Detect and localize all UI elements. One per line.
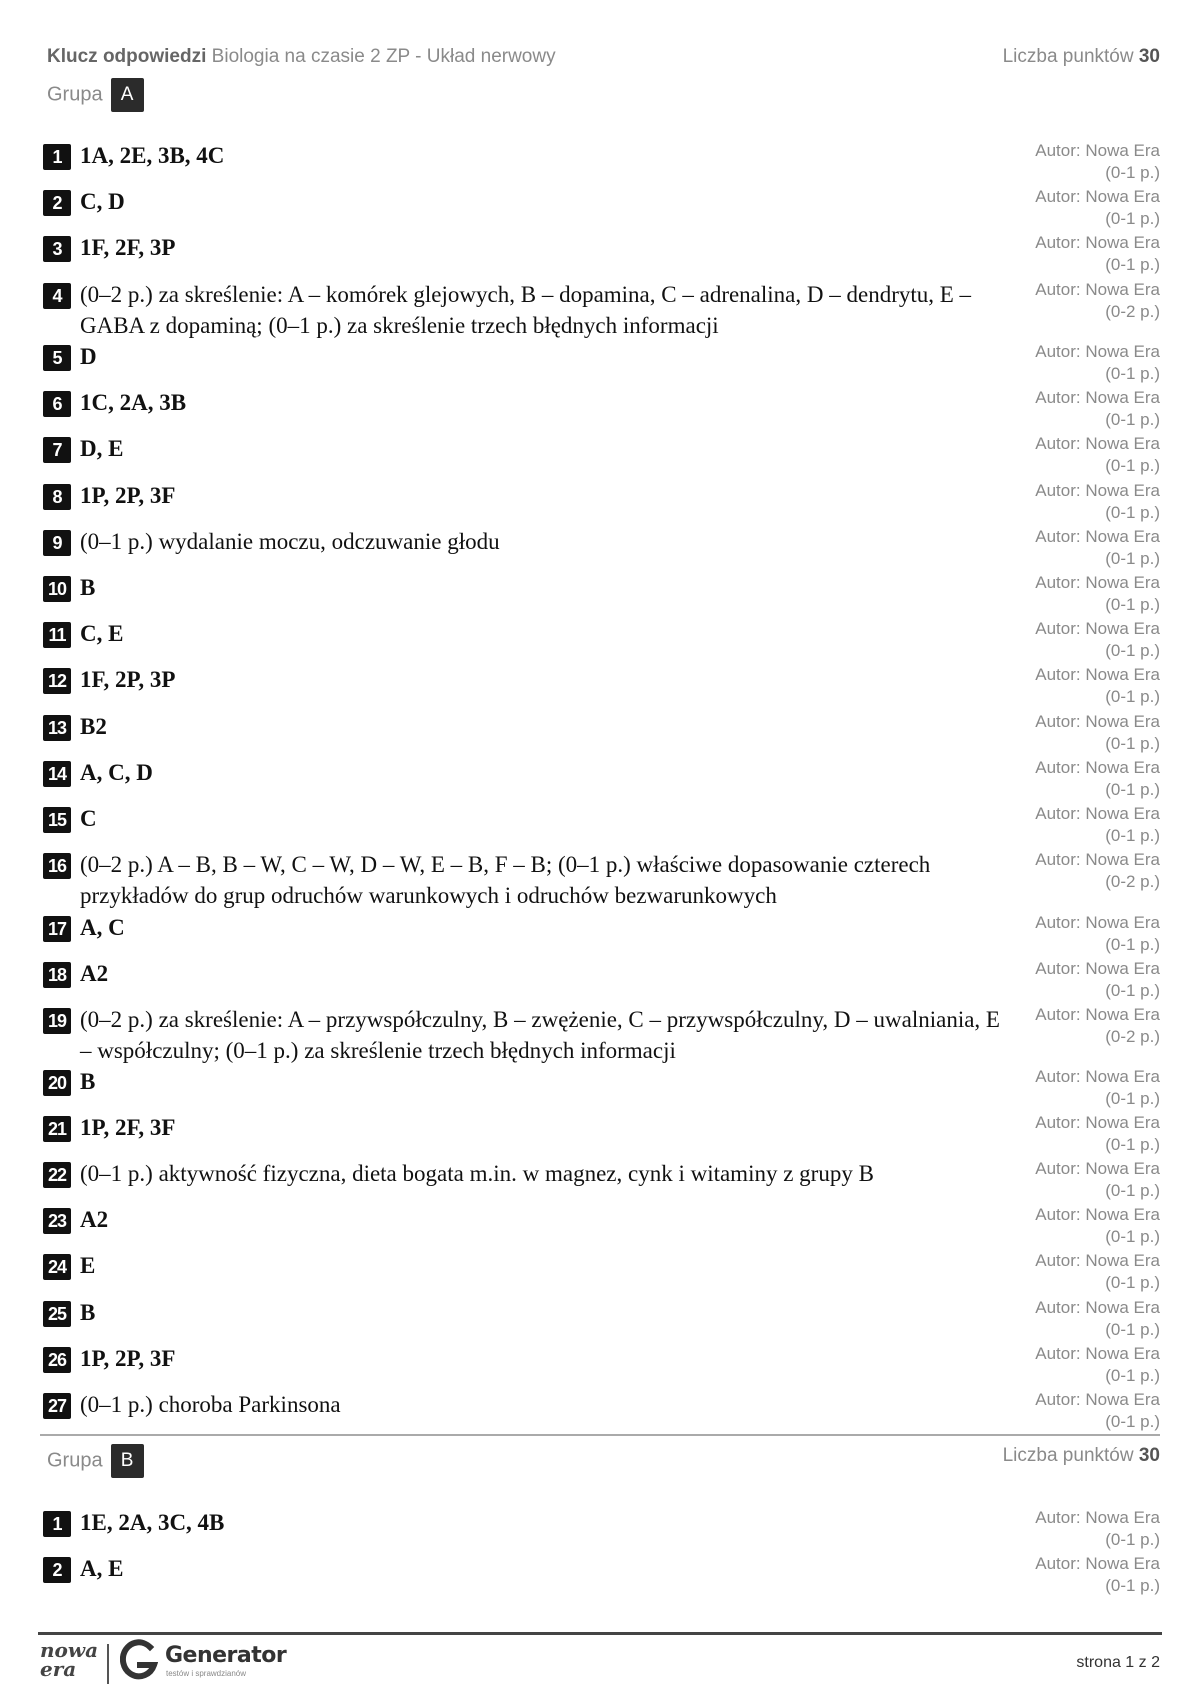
generator-logo-subtitle: testów i sprawdzianów [166,1669,247,1678]
question-number-badge: 7 [43,437,71,463]
points-range: (0-2 p.) [1105,302,1160,321]
answer-meta [1035,757,1160,801]
answer-text: (0–1 p.) wydalanie moczu, odczuwanie głodu [80,529,500,554]
question-number-badge: 20 [43,1070,71,1096]
answer-meta [1035,480,1160,524]
author-label: Autor: Nowa Era [1035,804,1160,823]
answer-text: 1P, 2P, 3F [80,1346,176,1371]
question-number-badge: 25 [43,1301,71,1327]
answer-text: (0–2 p.) A – B, B – W, C – W, D – W, E – B, F – B; (0–1 p.) właściwe dopasowanie czterech przykładów do grup odruchów warunkowych i odruchów bezwarunkowych [80,852,931,908]
answer-meta [1035,849,1160,893]
author-label: Autor: Nowa Era [1035,1251,1160,1270]
author-label: Autor: Nowa Era [1035,434,1160,453]
question-number-badge: 2 [43,190,71,216]
points-range: (0-1 p.) [1105,826,1160,845]
group-letter-badge: A [111,78,144,112]
question-number-badge: 16 [43,853,71,879]
answer-text: 1P, 2F, 3F [80,1115,176,1140]
points-range: (0-1 p.) [1105,1227,1160,1246]
points-range: (0-1 p.) [1105,595,1160,614]
question-number-badge: 26 [43,1347,71,1373]
question-number-badge: 5 [43,345,71,371]
question-number-badge: 1 [43,1511,71,1537]
points-range: (0-1 p.) [1105,1273,1160,1292]
question-number-badge: 1 [43,144,71,170]
question-number-badge: 4 [43,283,71,309]
answer-meta [1035,387,1160,431]
answer-text: E [80,1253,96,1278]
question-number-badge: 27 [43,1393,71,1419]
answer-meta [1035,341,1160,385]
author-label: Autor: Nowa Era [1035,573,1160,592]
group-letter-badge: B [111,1444,144,1478]
answer-text: (0–2 p.) za skreślenie: A – przywspółczulny, B – zwężenie, C – przywspółczulny, D – uwalniania, E – współczulny; (0–1 p.) za skreślenie trzech błędnych informacji [80,1007,1000,1063]
points-label: Liczba punktów [1002,46,1134,67]
author-label: Autor: Nowa Era [1035,850,1160,869]
author-label: Autor: Nowa Era [1035,187,1160,206]
header-title-bold: Klucz odpowiedzi [47,46,207,67]
answer-text: A2 [80,961,109,986]
points-range: (0-1 p.) [1105,1135,1160,1154]
answer-meta [1035,1343,1160,1387]
question-number-badge: 11 [43,622,71,648]
points-range: (0-1 p.) [1105,456,1160,475]
question-number-badge: 6 [43,391,71,417]
answer-meta [1035,1004,1160,1048]
points-range: (0-1 p.) [1105,549,1160,568]
answer-meta [1035,618,1160,662]
footer-divider [38,1632,1162,1635]
question-number-badge: 17 [43,916,71,942]
answer-text: 1F, 2F, 3P [80,235,176,260]
answer-text: B [80,575,96,600]
question-number-badge: 24 [43,1254,71,1280]
author-label: Autor: Nowa Era [1035,141,1160,160]
answer-meta [1035,711,1160,755]
author-label: Autor: Nowa Era [1035,280,1160,299]
answer-meta [1035,433,1160,477]
points-range: (0-1 p.) [1105,255,1160,274]
answer-meta [1035,912,1160,956]
question-number-badge: 3 [43,236,71,262]
question-number-badge: 14 [43,761,71,787]
points-range: (0-1 p.) [1105,981,1160,1000]
question-number-badge: 23 [43,1208,71,1234]
points-range: (0-1 p.) [1105,364,1160,383]
author-label: Autor: Nowa Era [1035,1067,1160,1086]
answer-text: 1P, 2P, 3F [80,483,176,508]
points-range: (0-1 p.) [1105,163,1160,182]
answer-meta [1035,1204,1160,1248]
author-label: Autor: Nowa Era [1035,665,1160,684]
header-title: Biologia na czasie 2 ZP - Układ nerwowy [211,46,556,67]
answer-text: C, D [80,189,125,214]
answer-text: A2 [80,1207,109,1232]
author-label: Autor: Nowa Era [1035,619,1160,638]
points-range: (0-1 p.) [1105,1366,1160,1385]
question-number-badge: 9 [43,530,71,556]
author-label: Autor: Nowa Era [1035,913,1160,932]
points-range: (0-1 p.) [1105,503,1160,522]
points-range: (0-1 p.) [1105,935,1160,954]
group-separator [40,1434,1160,1436]
author-label: Autor: Nowa Era [1035,1159,1160,1178]
points-range: (0-1 p.) [1105,1089,1160,1108]
group-label: Grupa [47,83,103,106]
points-range: (0-1 p.) [1105,1181,1160,1200]
answer-meta [1035,1297,1160,1341]
answer-meta [1035,1389,1160,1433]
answer-text: (0–1 p.) choroba Parkinsona [80,1392,341,1417]
answer-meta [1035,232,1160,276]
group-label: Grupa [47,1449,103,1472]
points-range: (0-1 p.) [1105,734,1160,753]
question-number-badge: 8 [43,484,71,510]
answer-meta [1035,526,1160,570]
author-label: Autor: Nowa Era [1035,1390,1160,1409]
answer-text: C, E [80,621,124,646]
answer-text: (0–2 p.) za skreślenie: A – komórek glejowych, B – dopamina, C – adrenalina, D – dendrytu, E – GABA z dopaminą; (0–1 p.) za skreślenie trzech błędnych informacji [80,282,972,338]
points-range: (0-1 p.) [1105,1530,1160,1549]
answer-text: C [80,806,97,831]
answer-meta [1035,1507,1160,1551]
points-range: (0-1 p.) [1105,410,1160,429]
author-label: Autor: Nowa Era [1035,342,1160,361]
answer-text: 1F, 2P, 3P [80,667,176,692]
document-header [47,46,1160,76]
points-range: (0-1 p.) [1105,1576,1160,1595]
points-range: (0-1 p.) [1105,209,1160,228]
question-number-badge: 18 [43,962,71,988]
generator-logo-text: Generator [165,1643,287,1668]
points-value: 30 [1138,1445,1160,1466]
answer-meta [1035,1158,1160,1202]
nowa-era-logo [40,1638,99,1681]
points-range: (0-1 p.) [1105,1320,1160,1339]
page-number: strona 1 z 2 [1076,1654,1160,1671]
author-label: Autor: Nowa Era [1035,1344,1160,1363]
author-label: Autor: Nowa Era [1035,758,1160,777]
total-points [1003,46,1160,68]
points-range: (0-2 p.) [1105,872,1160,891]
answer-meta [1035,186,1160,230]
answer-meta [1035,279,1160,323]
author-label: Autor: Nowa Era [1035,527,1160,546]
answer-text: B [80,1069,96,1094]
answer-text: A, E [80,1556,124,1581]
answer-text: D [80,344,97,369]
answer-text: 1C, 2A, 3B [80,390,187,415]
question-number-badge: 19 [43,1008,71,1034]
logo-text-nowa: nowa [40,1638,99,1662]
answer-meta [1035,958,1160,1002]
answer-text: 1E, 2A, 3C, 4B [80,1510,225,1535]
answer-text: D, E [80,436,124,461]
group-b-heading [47,1444,144,1478]
answer-text: B2 [80,714,107,739]
points-range: (0-1 p.) [1105,687,1160,706]
question-number-badge: 22 [43,1162,71,1188]
question-number-badge: 2 [43,1557,71,1583]
answer-meta [1035,1066,1160,1110]
answer-text: B [80,1300,96,1325]
answer-text: 1A, 2E, 3B, 4C [80,143,225,168]
answer-text: (0–1 p.) aktywność fizyczna, dieta bogata m.in. w magnez, cynk i witaminy z grupy B [80,1161,874,1186]
logo-text-era: era [40,1657,77,1681]
answer-meta [1035,803,1160,847]
question-number-badge: 12 [43,668,71,694]
generator-g-icon [120,1639,158,1681]
author-label: Autor: Nowa Era [1035,712,1160,731]
question-number-badge: 13 [43,715,71,741]
question-number-badge: 15 [43,807,71,833]
author-label: Autor: Nowa Era [1035,1298,1160,1317]
points-range: (0-2 p.) [1105,1027,1160,1046]
answer-meta [1035,1250,1160,1294]
group-b-total-points [1003,1445,1160,1467]
author-label: Autor: Nowa Era [1035,388,1160,407]
author-label: Autor: Nowa Era [1035,1554,1160,1573]
points-range: (0-1 p.) [1105,1412,1160,1431]
author-label: Autor: Nowa Era [1035,233,1160,252]
answer-meta [1035,572,1160,616]
logo-divider [107,1644,109,1684]
question-number-badge: 21 [43,1116,71,1142]
answer-text: A, C [80,915,125,940]
answer-meta [1035,1553,1160,1597]
author-label: Autor: Nowa Era [1035,1113,1160,1132]
group-a-heading [47,78,144,112]
question-number-badge: 10 [43,576,71,602]
answer-meta [1035,664,1160,708]
points-value: 30 [1138,46,1160,67]
author-label: Autor: Nowa Era [1035,1508,1160,1527]
answer-meta [1035,140,1160,184]
author-label: Autor: Nowa Era [1035,959,1160,978]
points-range: (0-1 p.) [1105,641,1160,660]
points-range: (0-1 p.) [1105,780,1160,799]
author-label: Autor: Nowa Era [1035,1005,1160,1024]
answer-meta [1035,1112,1160,1156]
author-label: Autor: Nowa Era [1035,481,1160,500]
author-label: Autor: Nowa Era [1035,1205,1160,1224]
points-label: Liczba punktów [1002,1445,1134,1466]
answer-text: A, C, D [80,760,153,785]
